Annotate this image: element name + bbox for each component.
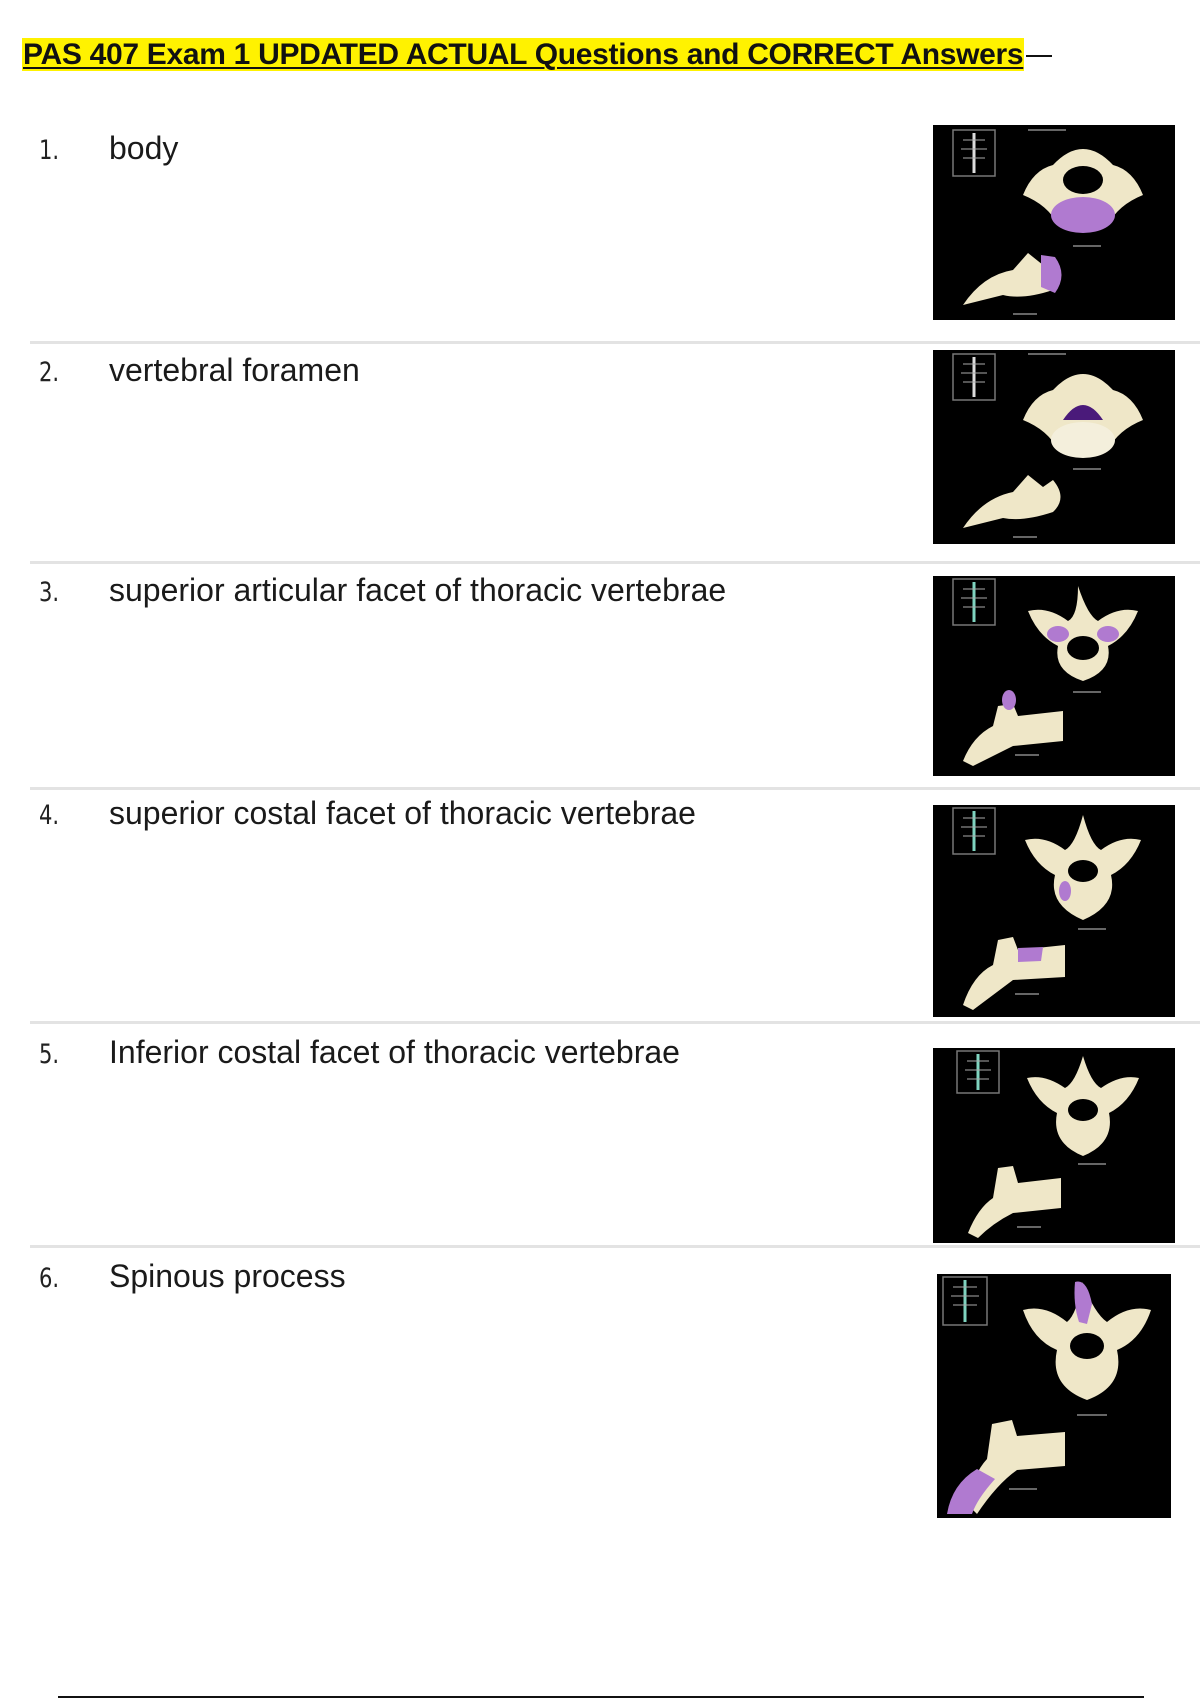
item-term: body [109, 130, 179, 166]
vertebra-image [933, 125, 1175, 320]
document-title-text: PAS 407 Exam 1 UPDATED ACTUAL Questions and CORRECT Answers [23, 38, 1024, 71]
footer-rule [58, 1696, 1144, 1698]
item-term: vertebral foramen [109, 352, 360, 388]
item-number: 6. [39, 1263, 60, 1294]
item-number: 2. [39, 357, 60, 388]
flashcard-item [30, 564, 1200, 790]
item-number: 1. [39, 135, 60, 166]
flashcard-item [30, 344, 1200, 564]
vertebra-image [933, 805, 1175, 1017]
item-term: Spinous process [109, 1258, 346, 1294]
vertebra-image [933, 1048, 1175, 1243]
vertebra-image [933, 576, 1175, 776]
item-number: 5. [39, 1039, 60, 1070]
flashcard-item [30, 1024, 1200, 1248]
item-term: Inferior costal facet of thoracic vertebrae [109, 1034, 680, 1070]
document-title [22, 38, 1052, 72]
flashcard-item [30, 790, 1200, 1024]
item-term: superior articular facet of thoracic vertebrae [109, 572, 727, 608]
flashcard-item [30, 120, 1200, 344]
vertebra-image [933, 350, 1175, 544]
item-term: superior costal facet of thoracic vertebrae [109, 795, 696, 831]
vertebra-image [937, 1274, 1171, 1518]
item-number: 3. [39, 577, 60, 608]
flashcard-item [30, 1248, 1200, 1528]
item-number: 4. [39, 800, 60, 831]
title-dash [1026, 55, 1052, 57]
